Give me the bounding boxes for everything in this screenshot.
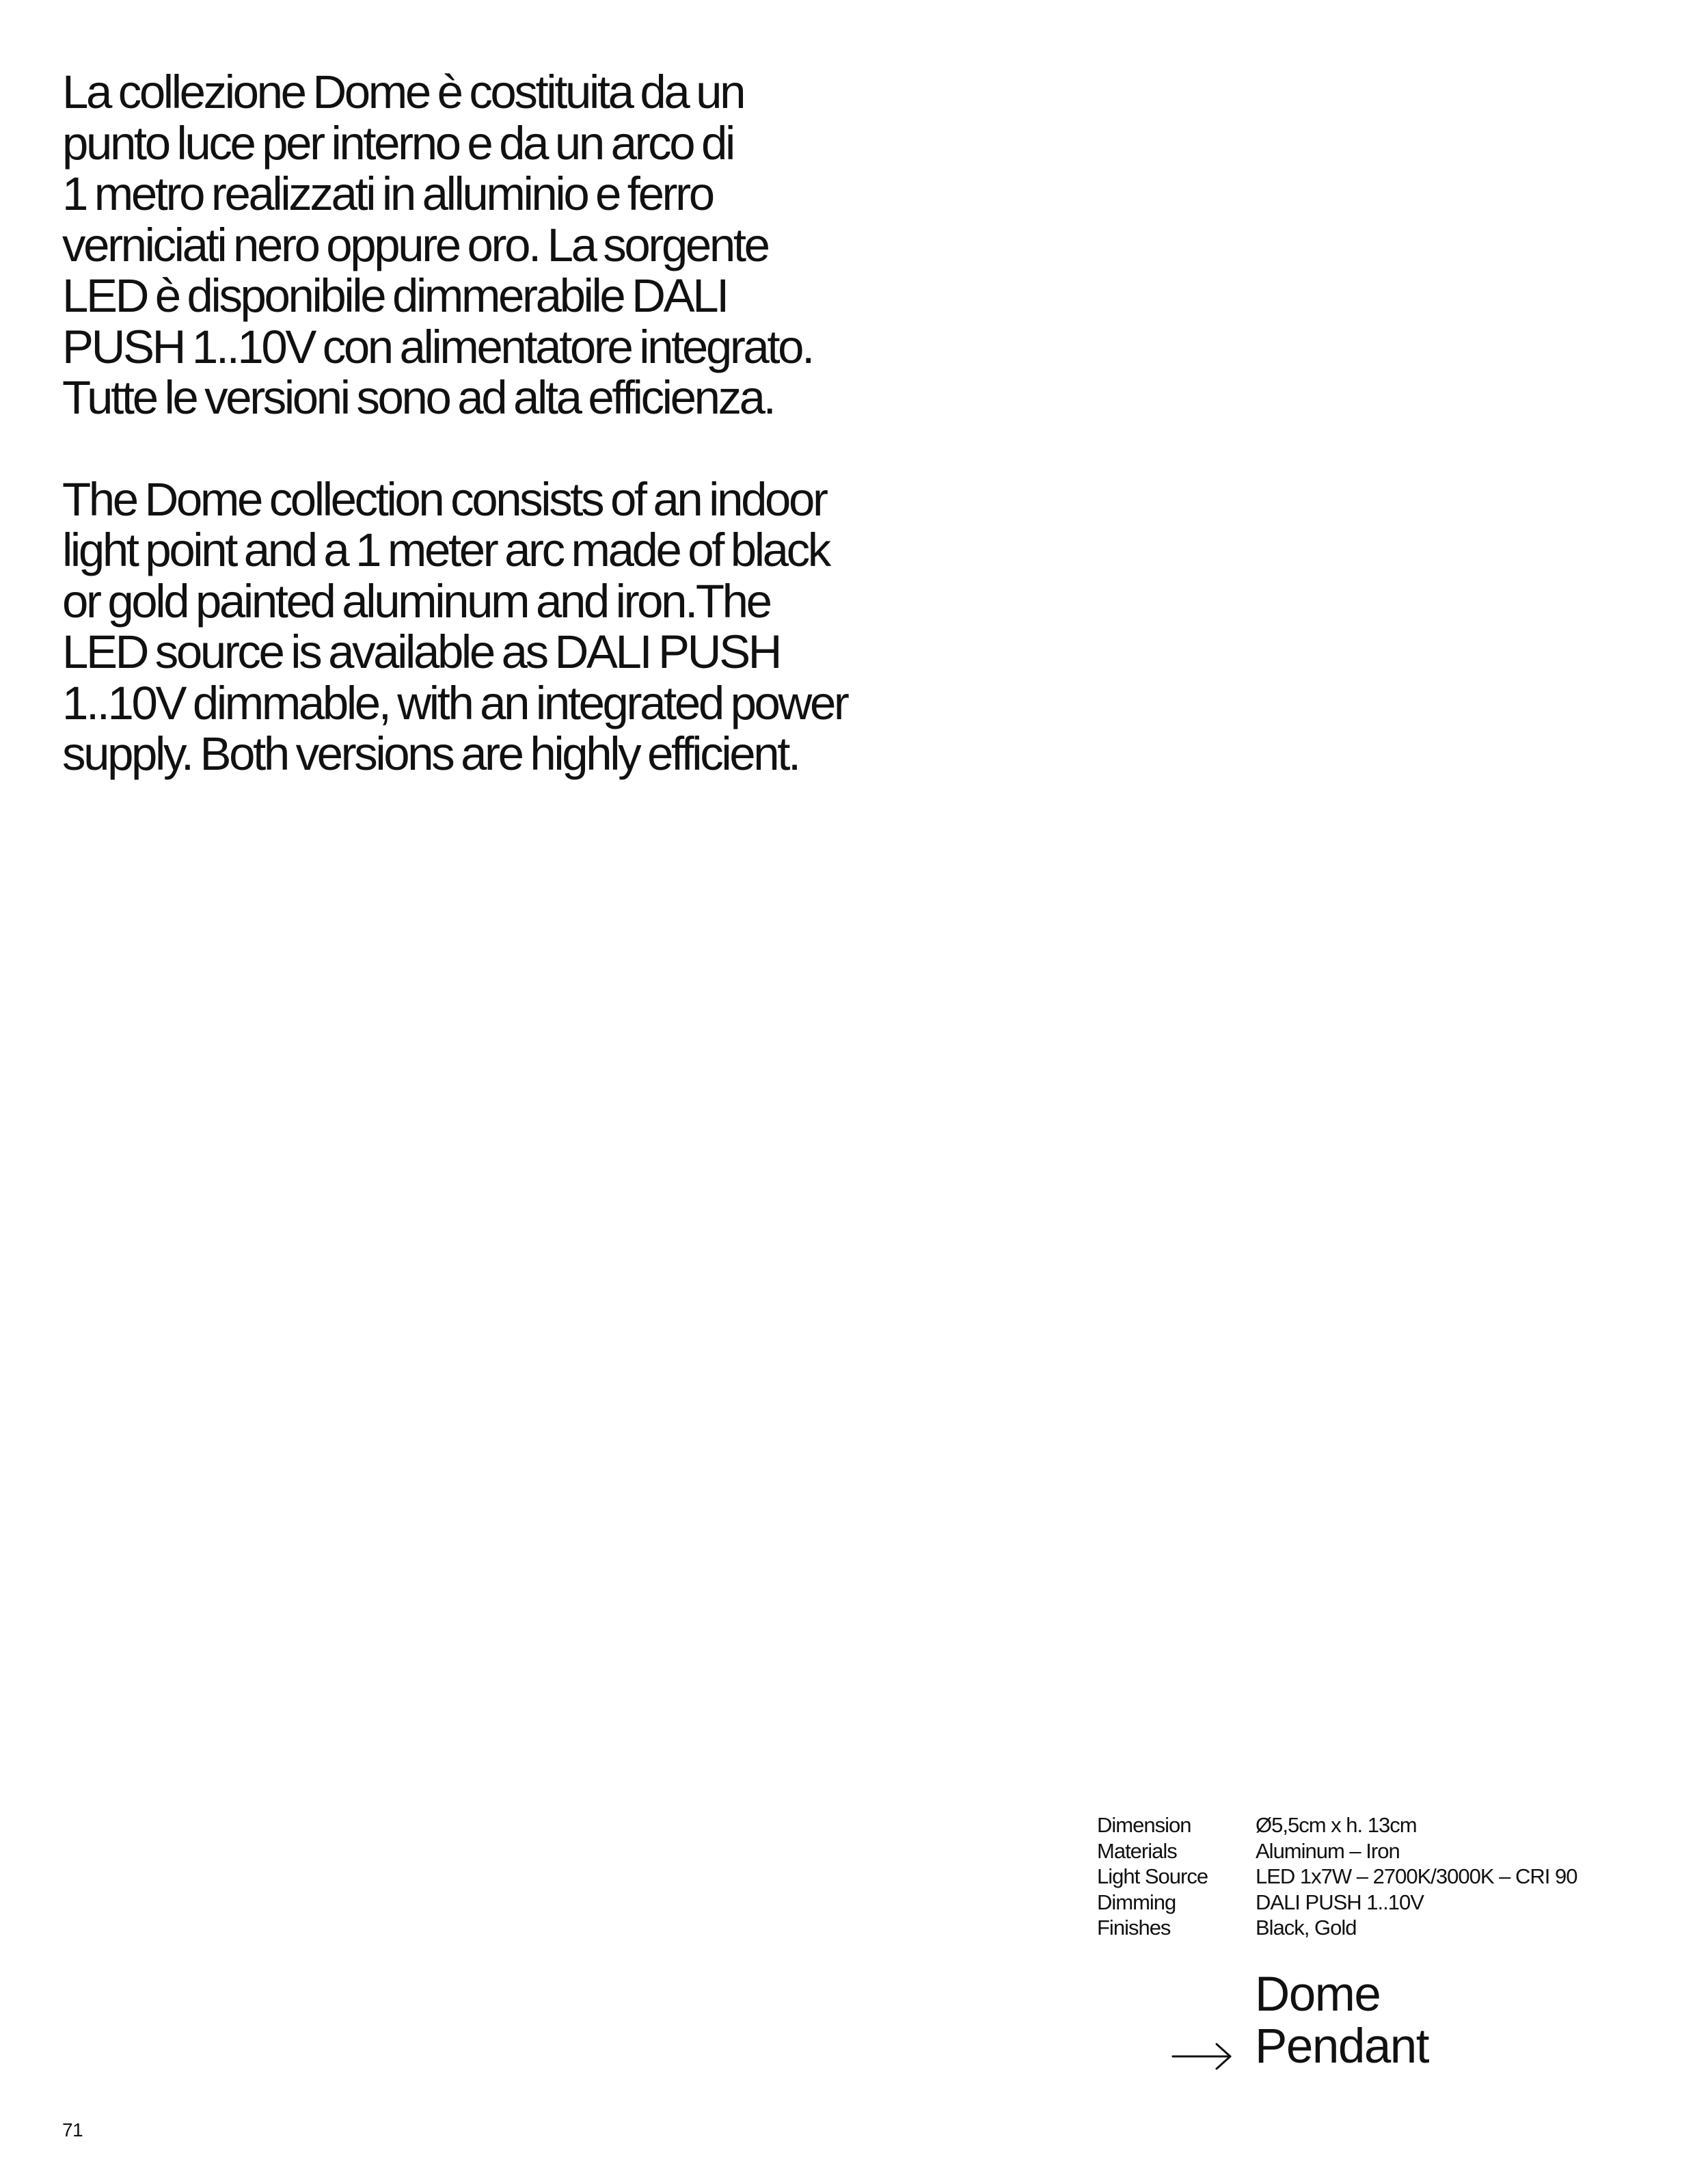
intro-line: or gold painted aluminum and iron.The [62,574,770,628]
intro-line: PUSH 1..10V con alimentatore integrato. [62,320,813,373]
intro-line: 1..10V dimmable, with an integrated power [62,676,848,729]
spec-row-dimming [1097,1890,1577,1916]
intro-line: supply. Both versions are highly efficient. [62,727,799,780]
spec-label: Light Source [1097,1864,1208,1888]
product-name-line-1: Dome [1255,1968,1381,2022]
intro-line: The Dome collection consists of an indoor [62,472,826,526]
spec-label: Dimension [1097,1813,1191,1837]
intro-line: punto luce per interno e da un arco di [62,116,733,170]
intro-italian [62,67,951,424]
spec-label: Dimming [1097,1890,1176,1914]
page-number: 71 [62,2119,83,2141]
intro-line: light point and a 1 meter arc made of black [62,524,829,576]
spec-value: LED 1x7W – 2700K/3000K – CRI 90 [1256,1864,1577,1888]
spec-value: Ø5,5cm x h. 13cm [1256,1813,1417,1837]
spec-value: Black, Gold [1256,1916,1357,1940]
intro-line: La collezione Dome è costituita da un [62,66,744,118]
spec-value: Aluminum – Iron [1256,1838,1400,1863]
intro-line: Tutte le versioni sono ad alta efficienza. [62,371,774,424]
spec-row-finishes [1097,1915,1577,1941]
intro-line: 1 metro realizzati in alluminio e ferro [62,167,713,220]
spec-label: Finishes [1097,1916,1171,1940]
intro-line: LED source is available as DALI PUSH [62,626,781,678]
spec-table [1097,1812,1577,1941]
spec-label: Materials [1097,1838,1177,1863]
product-name [1255,1969,1428,2073]
intro-english [62,474,951,780]
intro-line: verniciati nero oppure oro. La sorgente [62,218,768,271]
right-arrow-icon [1171,2041,1233,2071]
product-title [1171,1969,1513,2078]
spec-row-dimension [1097,1812,1577,1838]
spec-row-materials [1097,1838,1577,1864]
intro-line: LED è disponibile dimmerabile DALI [62,269,727,322]
product-name-line-2: Pendant [1255,2019,1429,2074]
spec-row-light-source [1097,1864,1577,1890]
spec-value: DALI PUSH 1..10V [1256,1890,1424,1914]
intro-text [62,67,951,780]
